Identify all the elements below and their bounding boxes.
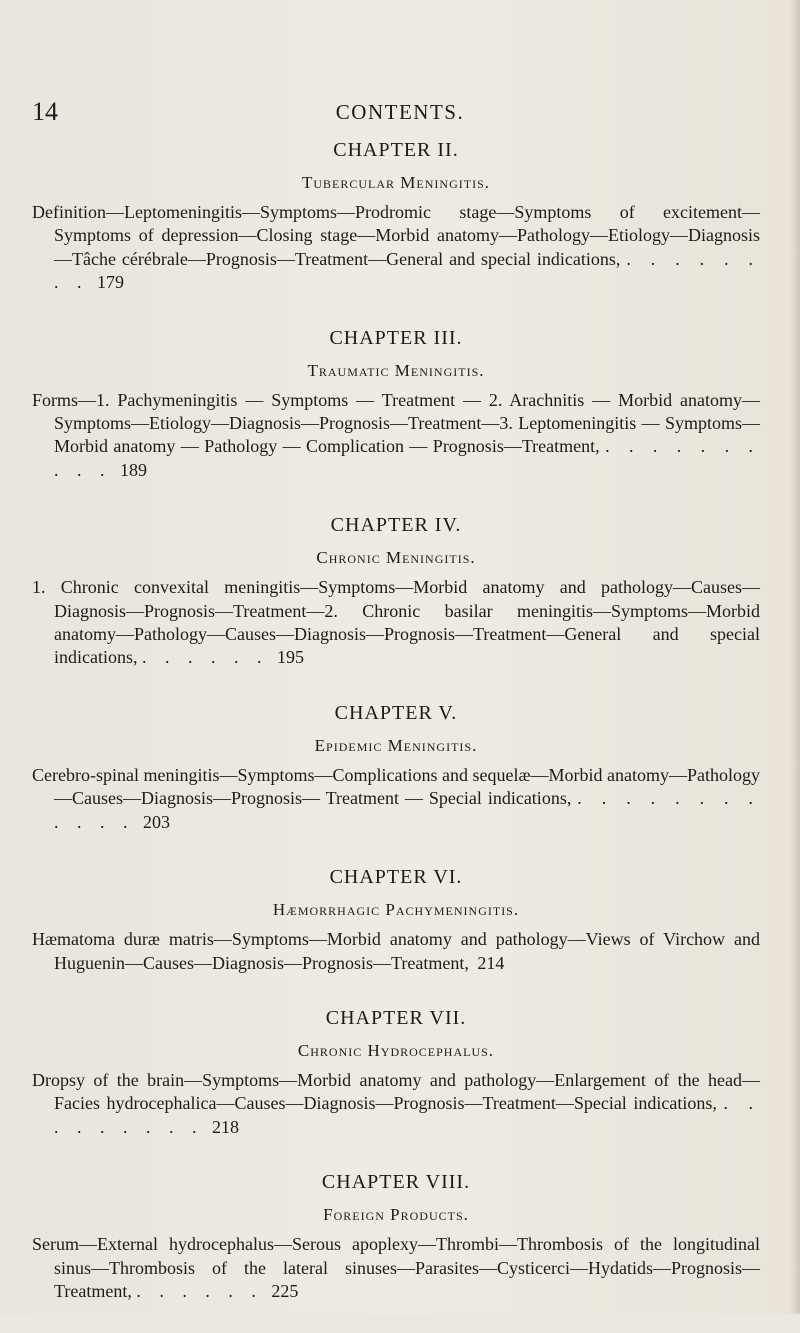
chapter-entry <box>32 512 760 670</box>
contents-list <box>32 137 760 1333</box>
page-reference: 225 <box>271 1280 299 1301</box>
chapter-heading: CHAPTER VII. <box>325 1006 467 1029</box>
page-reference: 218 <box>212 1116 239 1137</box>
page-edge-shadow <box>790 0 800 1314</box>
chapter-summary <box>32 201 760 295</box>
page-reference: 179 <box>97 272 124 293</box>
dot-leader: . . . . . . <box>136 1280 263 1301</box>
chapter-subtitle: Chronic Meningitis. <box>316 548 476 568</box>
dot-leader: . . . . . . . . <box>54 248 761 293</box>
chapter-heading: CHAPTER V. <box>334 701 458 724</box>
chapter-summary-text: Definition—Leptomeningitis—Symptoms—Prodromic stage—Symptoms of excitement—Symptoms of depression—Closing stage—Morbid anatomy—Pathology—Etiology—Diagnosis—Tâche cérébrale—Prognosis—Treatment—General and special indications, <box>32 202 760 269</box>
chapter-entry <box>32 325 760 483</box>
chapter-subtitle: Foreign Products. <box>323 1205 469 1225</box>
chapter-heading: CHAPTER III. <box>329 326 463 349</box>
chapter-subtitle: Epidemic Meningitis. <box>314 735 478 755</box>
page-header <box>24 92 776 132</box>
dot-leader: . . . . . . . . . . . . <box>54 788 761 832</box>
dot-leader: . . . . . . . . . . <box>54 436 760 480</box>
chapter-entry <box>32 1169 760 1303</box>
chapter-summary-text: Hæmatoma duræ matris—Symptoms—Morbid anatomy and pathology—Views of Virchow and Huguenin—Causes—Diagnosis—Prognosis—Treatment, <box>32 929 760 973</box>
chapter-summary-text: Serum—External hydrocephalus—Serous apoplexy—Thrombi—Thrombosis of the longitudinal sinus—Thrombosis of the lateral sinuses—Parasites—Cysticerci—Hydatids—Prognosis—Treatment, <box>32 1234 760 1301</box>
chapter-summary <box>32 1069 760 1139</box>
chapter-summary-text: Cerebro-spinal meningitis—Symptoms—Complications and sequelæ—Morbid anatomy—Pathology—Causes—Diagnosis—Prognosis— Treatment — Special indications, <box>32 764 760 809</box>
chapter-entry <box>32 864 760 975</box>
chapter-summary <box>32 576 760 670</box>
page-reference: 189 <box>120 459 147 480</box>
chapter-subtitle: Chronic Hydrocephalus. <box>297 1040 495 1060</box>
page-reference: 203 <box>143 811 170 832</box>
chapter-summary-text: 1. Chronic convexital meningitis—Symptoms—Morbid anatomy and pathology—Causes—Diagnosis—Prognosis—Treatment—2. Chronic basilar meningitis—Symptoms—Morbid anatomy—Pathology—Causes—Diagnosis—Prognosis—Treatment—General and special indications, <box>32 577 760 668</box>
chapter-entry <box>32 700 760 834</box>
chapter-summary <box>32 764 760 834</box>
chapter-entry <box>32 1005 760 1139</box>
chapter-summary <box>32 389 760 483</box>
running-title: CONTENTS. <box>335 100 465 124</box>
chapter-subtitle: Tubercular Meningitis. <box>302 173 490 192</box>
chapter-heading: CHAPTER VIII. <box>321 1171 471 1194</box>
page-number: 14 <box>32 97 58 126</box>
chapter-summary <box>32 1233 760 1303</box>
chapter-entry <box>32 137 760 295</box>
chapter-subtitle: Hæmorrhagic Pachymeningitis. <box>272 900 520 920</box>
chapter-heading: CHAPTER IV. <box>330 514 462 537</box>
page-reference: 195 <box>277 647 304 668</box>
dot-leader: . . . . . . <box>142 647 269 668</box>
chapter-heading: CHAPTER II. <box>333 139 459 161</box>
chapter-summary-text: Forms—1. Pachymeningitis — Symptoms — Treatment — 2. Arachnitis — Morbid anatomy—Symptoms—Etiology—Diagnosis—Prognosis—Treatment—3. Leptomeningitis — Symptoms—Morbid anatomy — Pathology — Complication — Prognosis—Treatment, <box>32 389 760 457</box>
chapter-summary-text: Dropsy of the brain—Symptoms—Morbid anatomy and pathology—Enlargement of the head—Facies hydrocephalica—Causes—Diagnosis—Prognosis—Treatment—Special indications, <box>32 1069 760 1114</box>
chapter-heading: CHAPTER VI. <box>329 866 463 889</box>
chapter-summary <box>32 928 760 975</box>
dot-leader: . . . . . . . . . <box>54 1093 761 1137</box>
page-reference: 214 <box>477 952 505 973</box>
chapter-subtitle: Traumatic Meningitis. <box>307 360 485 380</box>
